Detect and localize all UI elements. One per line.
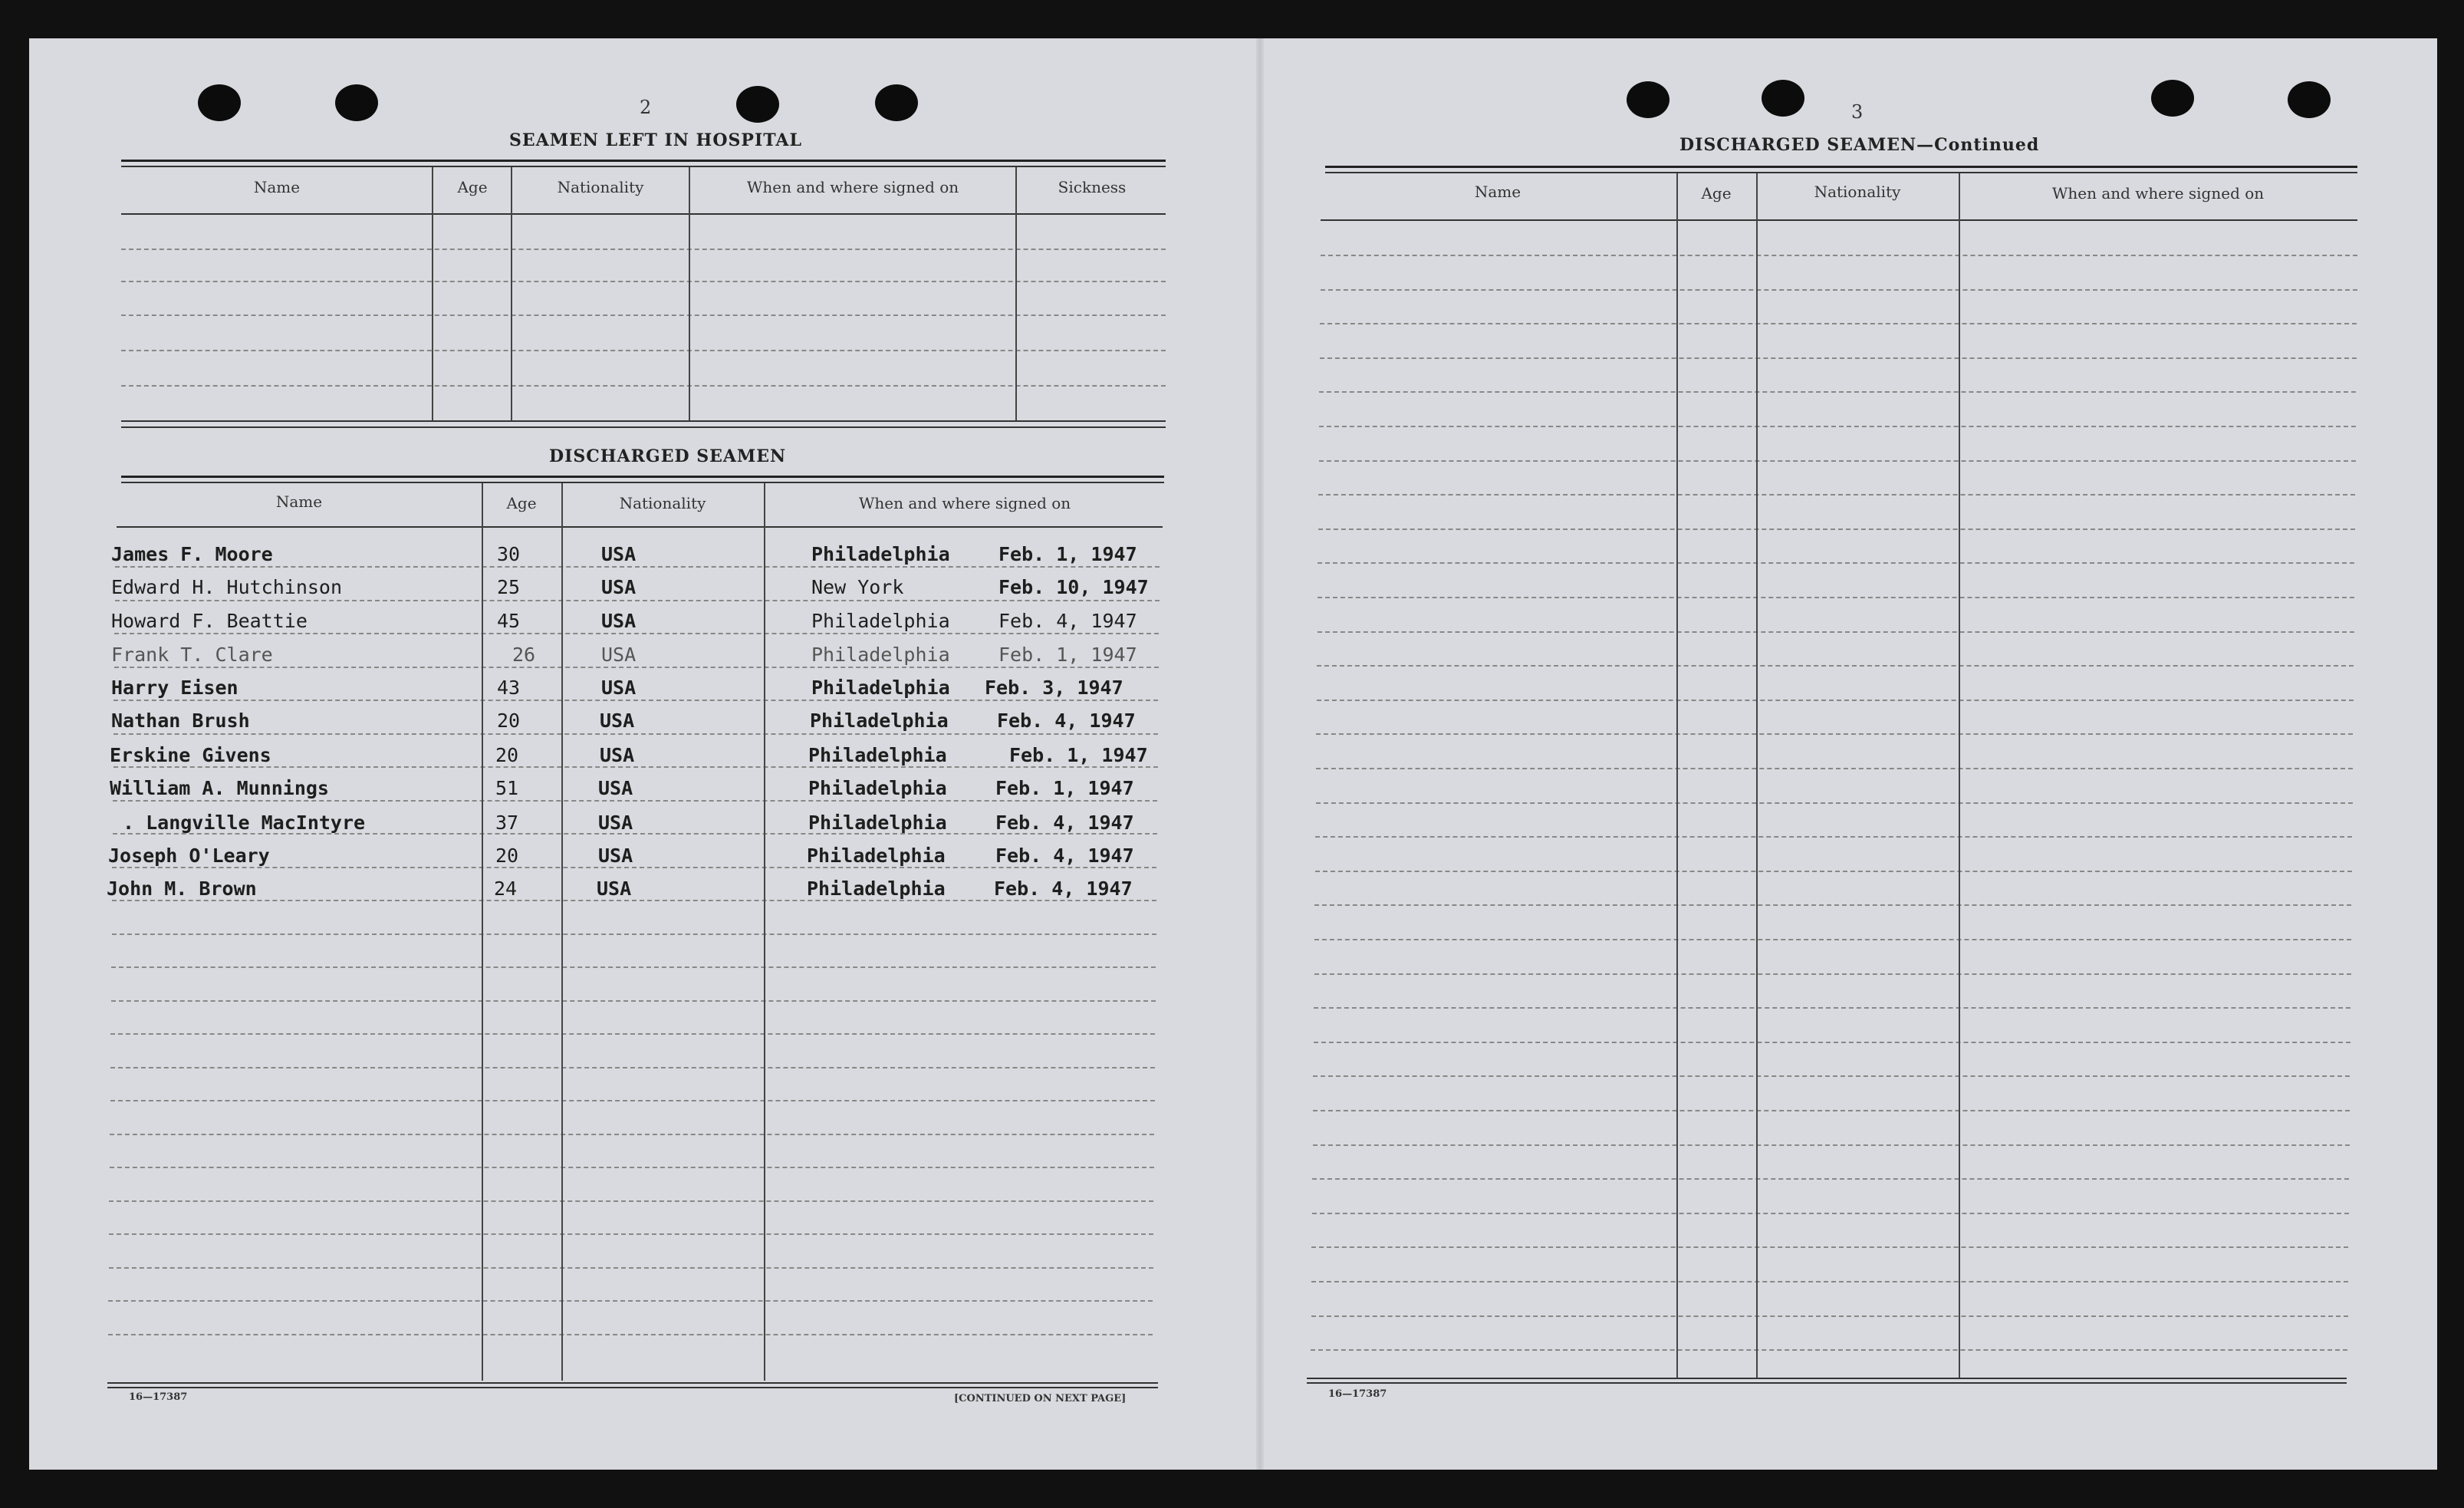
seaman-age: 30 [497,543,521,565]
seaman-name: John M. Brown [107,877,257,900]
seaman-age: 37 [495,812,519,834]
column-header-name: Name [1474,183,1521,201]
ruled-line [1319,391,2356,393]
signed-on-place: Philadelphia [808,812,947,834]
blank-line [121,249,1166,250]
signed-on-place: Philadelphia [807,877,946,900]
signed-on-date: Feb. 1, 1947 [998,543,1137,565]
page-number: 2 [640,97,652,118]
seaman-nationality: USA [601,543,637,565]
column-header-name: Name [275,492,323,511]
ruled-line [1321,289,2357,291]
seaman-age: 20 [495,744,519,766]
rule [107,1382,1158,1384]
seaman-nationality: USA [597,877,632,900]
column-divider [432,167,433,420]
ruled-line [112,867,1156,868]
page-fold [1256,38,1264,1470]
seaman-name: Howard F. Beattie [111,610,308,632]
ruled-line [1319,426,2356,427]
punch-hole [736,86,779,123]
seaman-age: 26 [512,644,536,666]
ruled-line [112,933,1156,935]
seaman-nationality: USA [600,744,635,766]
rule [117,526,1163,528]
ruled-line [108,1300,1153,1302]
ruled-line [1313,1144,2350,1146]
ruled-line [1314,939,2351,940]
ruled-line [108,1334,1153,1335]
signed-on-place: Philadelphia [807,845,946,867]
signed-on-place: Philadelphia [808,777,947,799]
ruled-line [1311,1246,2348,1248]
seaman-age: 45 [497,610,521,632]
signed-on-date: Feb. 1, 1947 [1009,744,1148,766]
ruled-line [1321,255,2357,256]
punch-hole [335,84,378,121]
column-header-nationality: Nationality [619,494,706,512]
signed-on-date: Feb. 1, 1947 [995,777,1134,799]
column-divider [482,483,483,1381]
ruled-line [110,1100,1155,1101]
seaman-nationality: USA [601,610,637,632]
ruled-line [114,633,1159,634]
signed-on-place: Philadelphia [811,644,950,666]
column-divider [1959,173,1960,1378]
seaman-age: 20 [495,845,519,867]
seaman-age: 43 [497,677,521,699]
column-header-age: Age [457,178,488,196]
blank-line [121,385,1166,387]
signed-on-date: Feb. 10, 1947 [998,576,1149,598]
ruled-line [1311,1349,2347,1351]
rule [121,426,1166,428]
rule [121,476,1164,478]
discharged-continued-title: DISCHARGED SEAMEN—Continued [1679,135,2040,155]
discharged-section-title: DISCHARGED SEAMEN [549,446,787,466]
ruled-line [1318,631,2354,633]
ruled-line [1314,1042,2351,1043]
ruled-line [1318,562,2354,564]
ruled-line [109,1200,1153,1202]
ruled-line [115,566,1160,568]
column-header-age: Age [506,494,537,512]
ruled-line [113,766,1158,768]
seaman-name: William A. Munnings [110,777,329,799]
seaman-age: 24 [494,877,518,900]
seaman-nationality: USA [598,812,633,834]
rule [121,166,1166,167]
signed-on-date: Feb. 4, 1947 [995,812,1134,834]
form-number: 16—17387 [129,1391,188,1403]
ruled-line [113,700,1158,701]
seaman-name: Frank T. Clare [111,644,273,666]
signed-on-place: Philadelphia [810,710,949,732]
seaman-name: Nathan Brush [111,710,250,732]
blank-line [121,281,1166,282]
ruled-line [111,966,1156,968]
ruled-line [1313,1110,2350,1111]
seaman-name: Edward H. Hutchinson [111,576,343,598]
ruled-line [1312,1213,2349,1214]
ruled-line [1311,1315,2348,1317]
column-header-nationality: Nationality [1814,183,1901,201]
ruled-line [109,1267,1153,1269]
ruled-line [110,1067,1155,1068]
signed-on-date: Feb. 4, 1947 [994,877,1133,900]
signed-on-place: New York [811,576,904,598]
ruled-line [1317,700,2354,701]
hospital-section-title: SEAMEN LEFT IN HOSPITAL [509,130,802,150]
ruled-line [1317,665,2354,667]
column-header-signed-on: When and where signed on [858,494,1071,512]
rule [121,420,1166,422]
signed-on-place: Philadelphia [808,744,947,766]
punch-hole [1627,81,1670,118]
rule [1325,172,2357,173]
signed-on-place: Philadelphia [811,610,950,632]
document-sheet [29,38,2437,1470]
punch-hole [198,84,241,121]
ruled-line [1314,973,2351,975]
rule [1325,166,2357,168]
blank-line [121,314,1166,316]
rule [121,482,1164,483]
signed-on-date: Feb. 4, 1947 [998,610,1137,632]
ruled-line [1318,494,2355,496]
ruled-line [1311,1281,2348,1282]
seaman-name: Joseph O'Leary [108,845,270,867]
column-divider [689,167,690,420]
seaman-age: 51 [495,777,519,799]
ruled-line [112,900,1156,901]
ruled-line [113,800,1157,802]
rule [107,1387,1158,1388]
seaman-nationality: USA [601,644,637,666]
signed-on-date: Feb. 4, 1947 [997,710,1136,732]
seaman-name: James F. Moore [111,543,273,565]
ruled-line [109,1233,1153,1235]
ruled-line [1316,802,2353,804]
signed-on-date: Feb. 4, 1947 [995,845,1134,867]
ruled-line [110,1167,1154,1168]
seaman-name: . Langville MacIntyre [123,812,366,834]
ruled-line [114,667,1159,668]
column-header-age: Age [1701,184,1732,202]
ruled-line [1314,904,2351,906]
rule [1307,1378,2347,1379]
ruled-line [110,1033,1155,1035]
column-divider [1676,173,1678,1378]
column-header-sickness: Sickness [1058,178,1127,196]
ruled-line [1315,836,2352,838]
ruled-line [1316,733,2353,735]
ruled-line [1318,528,2355,530]
page-number: 3 [1851,101,1864,123]
column-divider [511,167,512,420]
ruled-line [113,833,1157,835]
column-header-nationality: Nationality [557,178,644,196]
column-header-signed-on: When and where signed on [2051,184,2265,202]
blank-line [121,350,1166,351]
column-divider [561,483,563,1381]
ruled-line [1319,460,2356,462]
ruled-line [1320,323,2357,324]
signed-on-place: Philadelphia [811,677,950,699]
seaman-age: 20 [497,710,521,732]
ruled-line [115,600,1160,601]
seaman-nationality: USA [598,777,633,799]
form-number: 16—17387 [1328,1388,1387,1400]
ruled-line [111,1000,1156,1002]
punch-hole [875,84,918,121]
ruled-line [1315,871,2352,872]
signed-on-place: Philadelphia [811,543,950,565]
seaman-nationality: USA [601,677,637,699]
rule [1307,1382,2347,1384]
punch-hole [1762,80,1804,117]
seaman-name: Harry Eisen [111,677,239,699]
seaman-nationality: USA [600,710,635,732]
column-header-name: Name [253,178,301,196]
ruled-line [110,1134,1154,1135]
signed-on-date: Feb. 1, 1947 [998,644,1137,666]
rule [121,160,1166,162]
seaman-age: 25 [497,576,521,598]
ruled-line [113,733,1158,735]
ruled-line [1318,597,2354,598]
ruled-line [1314,1007,2351,1009]
ruled-line [1313,1075,2350,1077]
column-header-signed-on: When and where signed on [746,178,959,196]
column-divider [1756,173,1758,1378]
ruled-line [1312,1178,2349,1180]
rule [1321,219,2357,221]
punch-hole [2288,81,2331,118]
ruled-line [1316,768,2353,769]
ruled-line [1320,357,2357,359]
column-divider [764,483,765,1381]
rule [121,213,1166,215]
continued-note: [CONTINUED ON NEXT PAGE] [954,1393,1127,1404]
seaman-name: Erskine Givens [110,744,271,766]
seaman-nationality: USA [598,845,633,867]
punch-hole [2151,80,2194,117]
seaman-nationality: USA [601,576,637,598]
column-divider [1015,167,1017,420]
signed-on-date: Feb. 3, 1947 [985,677,1123,699]
